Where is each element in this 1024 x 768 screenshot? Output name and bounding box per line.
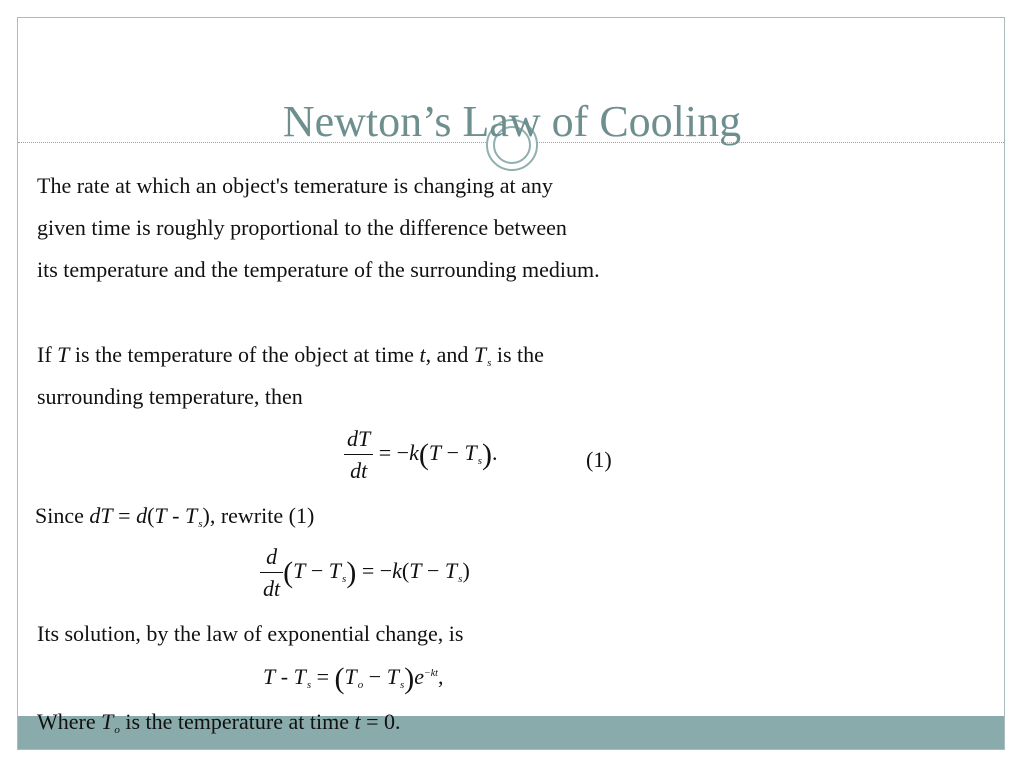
var-T: T [57, 342, 70, 367]
subscript-s: s [477, 455, 483, 468]
text: = 0. [360, 709, 401, 734]
text: = [311, 664, 335, 689]
numerator: d [260, 546, 283, 573]
var-T: T [428, 440, 442, 466]
var-Ts: T [473, 342, 487, 367]
text: , and [425, 342, 474, 367]
equation-1 [344, 428, 498, 482]
var-e: e [414, 664, 424, 689]
var-Ts: T [184, 503, 198, 528]
var-Ts: T [444, 558, 458, 584]
text: = − [373, 440, 410, 466]
paragraph-line-2: given time is roughly proportional to the difference between [37, 215, 567, 240]
text: − [421, 558, 445, 584]
paren-close: ) [346, 556, 357, 590]
denominator: dt [350, 458, 368, 483]
subscript-s: s [458, 573, 463, 586]
text: Where [37, 709, 102, 734]
text: ( [401, 558, 410, 584]
paren-open: ( [418, 438, 429, 472]
paren-open: ( [334, 662, 345, 695]
var-dT: dT [89, 503, 113, 528]
subscript-s: s [487, 357, 492, 369]
numerator: dT [344, 428, 373, 455]
text: , [437, 664, 444, 689]
var-T: T [154, 503, 167, 528]
var-T: T [263, 664, 276, 689]
var-k: k [392, 558, 402, 584]
slide-title: Newton’s Law of Cooling [282, 97, 742, 146]
text: = − [356, 558, 393, 584]
var-To: T [101, 709, 114, 734]
text: ) [462, 558, 470, 584]
var-T: T [409, 558, 422, 584]
subscript-s: s [198, 518, 203, 530]
var-Ts: T [386, 664, 399, 689]
subscript-s: s [399, 679, 405, 691]
var-Ts: T [293, 664, 306, 689]
denominator: dt [263, 576, 281, 601]
var-Ts: T [464, 440, 477, 466]
text: ( [147, 503, 155, 528]
where-line [37, 711, 401, 736]
equation-2 [260, 546, 470, 600]
fraction-dT-dt [344, 428, 373, 482]
var-t: t [419, 342, 426, 367]
var-t: t [354, 709, 361, 734]
text: ), [202, 503, 216, 528]
since-line [35, 505, 314, 530]
paragraph-line-1: The rate at which an object's temerature is changing at any [37, 173, 553, 198]
text: Since [35, 503, 90, 528]
text: . [492, 440, 498, 466]
var-d: d [136, 503, 148, 528]
fraction-d-dt [260, 546, 283, 600]
subscript-o: o [357, 679, 364, 691]
definition-line [37, 344, 544, 369]
equation-3 [263, 664, 443, 694]
var-k: k [409, 440, 419, 466]
text: − [305, 558, 329, 584]
var-T: T [293, 558, 306, 584]
exponent: −kt [424, 668, 438, 679]
subscript-s: s [342, 573, 347, 586]
text: - [275, 664, 294, 689]
text: = [112, 503, 137, 528]
paragraph-line-3: its temperature and the temperature of the surrounding medium. [37, 257, 600, 282]
paren-close: ) [404, 662, 415, 695]
text: is the temperature of the object at time [69, 342, 420, 367]
subscript-o: o [114, 724, 120, 736]
text: − [441, 440, 465, 466]
then-line: surrounding temperature, then [37, 384, 303, 409]
text: is the temperature at time [119, 709, 355, 734]
var-Ts: T [328, 558, 342, 584]
solution-line: Its solution, by the law of exponential change, is [37, 621, 464, 646]
text: − [363, 664, 387, 689]
paren-close: ) [482, 438, 493, 472]
paren-open: ( [283, 556, 294, 590]
var-To: T [344, 664, 357, 689]
equation-1-tag: (1) [586, 447, 612, 472]
text: is the [491, 342, 544, 367]
text: rewrite (1) [215, 503, 315, 528]
text: If [37, 342, 58, 367]
text: - [166, 503, 185, 528]
subscript-s: s [306, 679, 312, 691]
